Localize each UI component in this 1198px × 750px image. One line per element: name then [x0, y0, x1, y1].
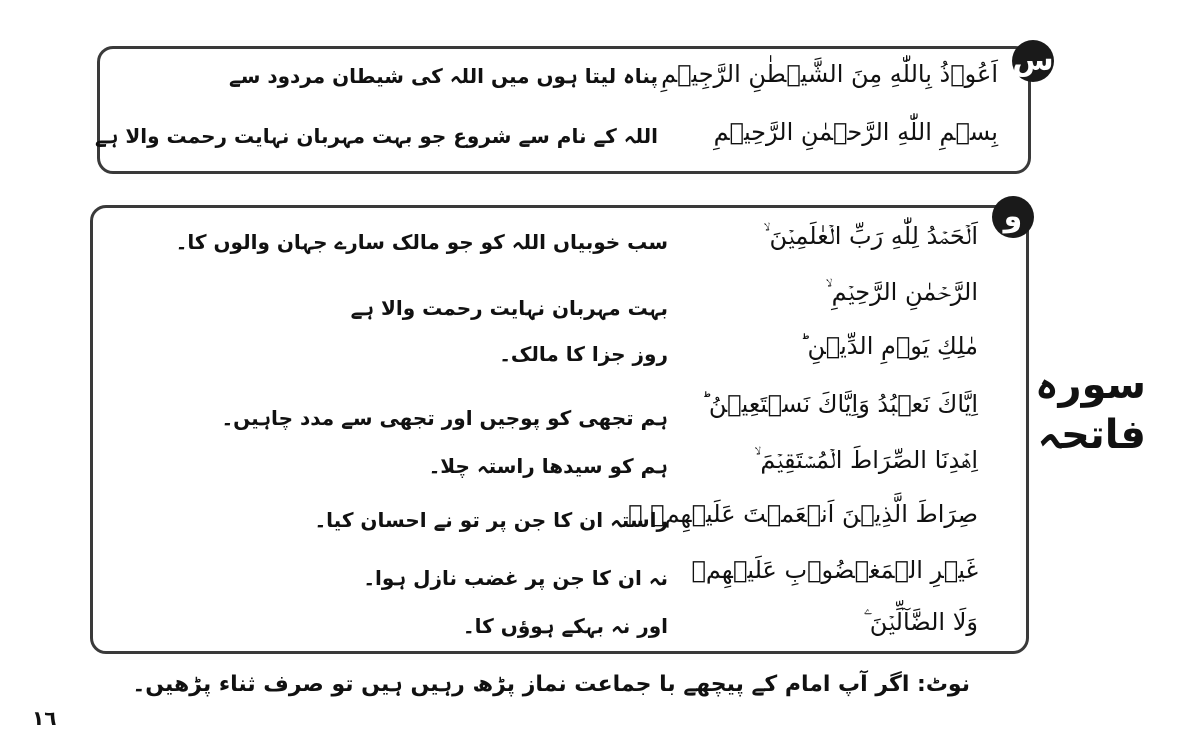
page-number: ١٦: [32, 706, 57, 730]
verse-2-arabic: الرَّحۡمٰنِ الرَّحِيۡمِ ۙ: [825, 278, 978, 306]
verse-3-arabic: مٰلِكِ يَوۡمِ الدِّيۡنِ ؕ: [799, 332, 978, 360]
urdu-line-taawuz: پناہ لیتا ہوں میں اللہ کی شیطان مردود سے: [228, 64, 658, 88]
arabic-line-bismillah: بِسۡمِ اللّٰهِ الرَّحۡمٰنِ الرَّحِيۡمِ: [713, 118, 998, 146]
verse-4-arabic: اِيَّاكَ نَعۡبُدُ وَاِيَّاكَ نَسۡتَعِيۡنُ ؕ: [701, 390, 978, 418]
surah-title-line2: فاتحہ: [1037, 412, 1146, 458]
section-badge-seen: س: [1012, 40, 1054, 82]
arabic-line-taawuz: اَعُوۡذُ بِاللّٰهِ مِنَ الشَّيۡطٰنِ الرَّجِيۡمِ: [661, 60, 998, 88]
verse-5-arabic: اِهۡدِنَا الصِّرَاطَ الۡمُسۡتَقِيۡمَ ۙ: [754, 446, 978, 474]
verse-3-urdu: روز جزا کا مالک۔: [499, 342, 668, 366]
verse-6-urdu: راستہ ان کا جن پر تو نے احسان کیا۔: [314, 508, 668, 532]
verse-1-arabic: اَلۡحَمۡدُ لِلّٰهِ رَبِّ الۡعٰلَمِيۡنَ ۙ: [763, 222, 978, 250]
verse-1-urdu: سب خوبیاں اللہ کو جو مالک سارے جہان والوں کا۔: [175, 230, 668, 254]
verse-4-urdu: ہم تجھی کو پوجیں اور تجھی سے مدد چاہیں۔: [221, 406, 668, 430]
verse-5-urdu: ہم کو سیدھا راستہ چلا۔: [428, 454, 668, 478]
verse-2-urdu: بہت مہربان نہایت رحمت والا ہے: [350, 296, 668, 320]
surah-title: [1035, 360, 1146, 460]
urdu-line-bismillah: اللہ کے نام سے شروع جو بہت مہربان نہایت رحمت والا ہے: [95, 124, 658, 148]
verse-6-arabic: صِرَاطَ الَّذِيۡنَ اَنۡعَمۡتَ عَلَيۡهِمۡ ۙ: [628, 500, 978, 528]
footer-note: نوٹ: اگر آپ امام کے پیچھے با جماعت نماز پڑھ رہیں ہیں تو صرف ثناء پڑھیں۔: [132, 672, 970, 697]
verse-7-arabic: غَيۡرِ الۡمَغۡضُوۡبِ عَلَيۡهِمۡ: [691, 556, 978, 584]
surah-title-line1: سورہ: [1035, 362, 1146, 408]
verse-8-arabic: وَلَا الضَّآلِّيۡنَ ۧ: [863, 608, 978, 636]
verse-8-urdu: اور نہ بہکے ہوؤں کا۔: [462, 614, 668, 638]
section-badge-waw: و: [992, 196, 1034, 238]
verse-7-urdu: نہ ان کا جن پر غضب نازل ہوا۔: [363, 566, 668, 590]
